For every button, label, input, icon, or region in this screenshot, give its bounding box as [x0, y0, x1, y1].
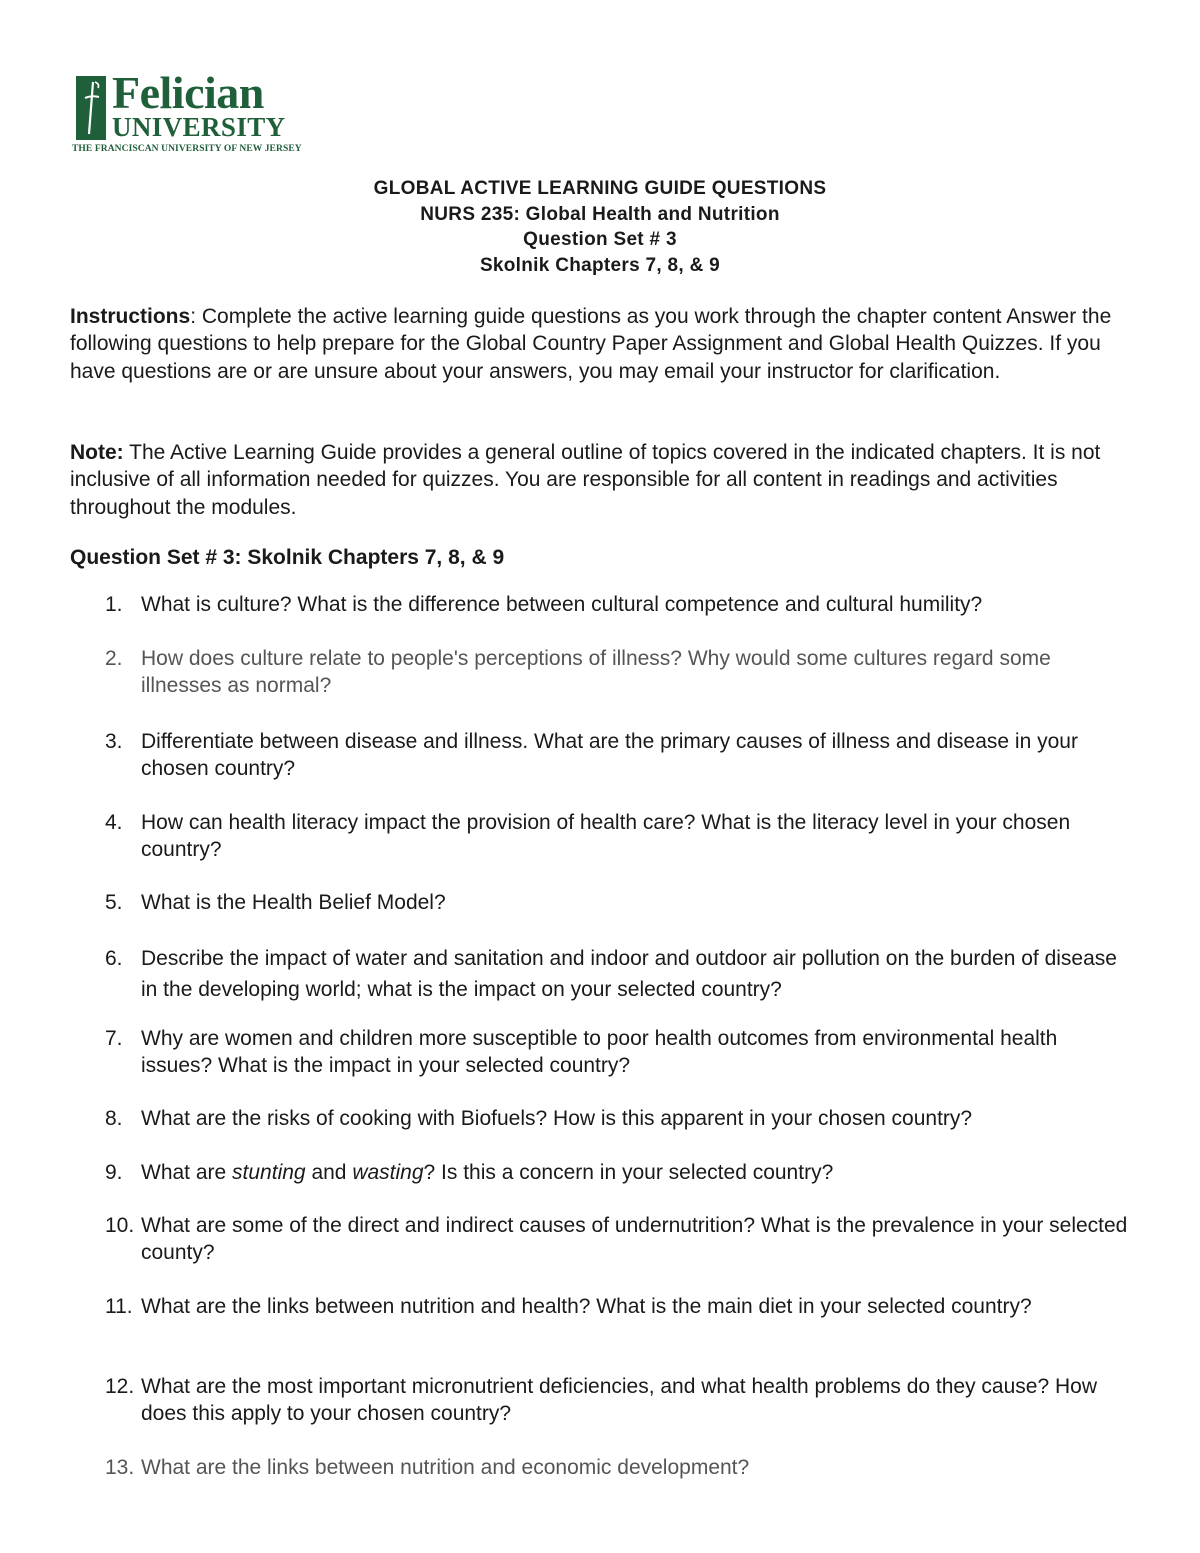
question-text: Why are women and children more susceptible to poor health outcomes from environmental health issues? What is the impact in your selected country? — [141, 1027, 1058, 1078]
question-text: What is the Health Belief Model? — [141, 891, 446, 914]
note-text: The Active Learning Guide provides a general outline of topics covered in the indicated chapters. It is not inclusive of all information needed for quizzes. You are responsible for all content in readings and activities throughout the modules. — [70, 441, 1101, 519]
instructions-label: Instructions — [70, 305, 191, 328]
question-number: 4. — [105, 811, 123, 834]
question-text: How can health literacy impact the provision of health care? What is the literacy level in your chosen country? — [141, 811, 1071, 862]
question-text: What are the links between nutrition and health? What is the main diet in your selected country? — [141, 1295, 1032, 1318]
note-label: Note: — [70, 441, 124, 464]
question-set-heading: Question Set # 3: Skolnik Chapters 7, 8, & 9 — [70, 546, 505, 569]
logo-seal-icon — [76, 76, 106, 140]
logo-tagline: THE FRANCISCAN UNIVERSITY OF NEW JERSEY — [72, 144, 302, 154]
course-title: NURS 235: Global Health and Nutrition — [420, 203, 780, 225]
question-text: Describe the impact of water and sanitation and indoor and outdoor air pollution on the burden of disease in the developing world; what is the impact on your selected country? — [141, 947, 1117, 1001]
question-text-part: ? Is this a concern in your selected country? — [423, 1161, 834, 1184]
question-text: How does culture relate to people's perceptions of illness? Why would some cultures regard some illnesses as normal? — [141, 647, 1051, 698]
question-text-part: What are — [141, 1161, 233, 1184]
chapters-title: Skolnik Chapters 7, 8, & 9 — [479, 254, 721, 276]
question-number: 6. — [105, 947, 123, 970]
question-text: Differentiate between disease and illness. What are the primary causes of illness and disease in your chosen country? — [141, 730, 1078, 781]
instructions-text: : Complete the active learning guide questions as you work through the chapter content Answer the following questions to help prepare for the Global Country Paper Assignment and Global Health Quizzes. If you have questions are or are unsure about your answers, you may email your instructor for clarification. — [70, 305, 1112, 383]
question-text: What are some of the direct and indirect causes of undernutrition? What is the prevalence in your selected county? — [141, 1214, 1128, 1265]
question-text-part: and — [305, 1161, 353, 1184]
question-set-title: Question Set # 3 — [523, 229, 677, 250]
question-text: What are the risks of cooking with Biofuels? How is this apparent in your chosen country? — [141, 1107, 973, 1130]
question-number: 8. — [105, 1107, 123, 1130]
question-number: 2. — [105, 647, 123, 670]
question-number: 9. — [105, 1161, 123, 1184]
question-number: 3. — [105, 730, 123, 753]
question-number: 7. — [105, 1027, 123, 1050]
logo-name: Felician — [112, 67, 264, 118]
note-paragraph — [70, 439, 1130, 521]
question-text: What are the links between nutrition and economic development? — [141, 1456, 750, 1479]
question-number: 1. — [105, 593, 123, 616]
logo-sub: UNIVERSITY — [112, 112, 286, 142]
question-term-wasting: wasting — [352, 1161, 424, 1184]
question-text: What is culture? What is the difference between cultural competence and cultural humility? — [141, 593, 983, 616]
document-title: GLOBAL ACTIVE LEARNING GUIDE QUESTIONS — [373, 178, 827, 199]
question-text: What are the most important micronutrient deficiencies, and what health problems do they cause? How does this apply to your chosen country? — [141, 1375, 1097, 1426]
felician-university-logo — [72, 67, 302, 160]
question-number: 5. — [105, 891, 123, 914]
document-title-block — [0, 176, 1200, 278]
question-number: 10. — [105, 1214, 135, 1237]
question-number: 12. — [105, 1375, 135, 1398]
question-number: 13. — [105, 1456, 135, 1479]
question-text — [141, 1159, 1131, 1186]
instructions-paragraph — [70, 303, 1130, 385]
question-number: 11. — [105, 1295, 133, 1318]
question-term-stunting: stunting — [232, 1161, 306, 1184]
